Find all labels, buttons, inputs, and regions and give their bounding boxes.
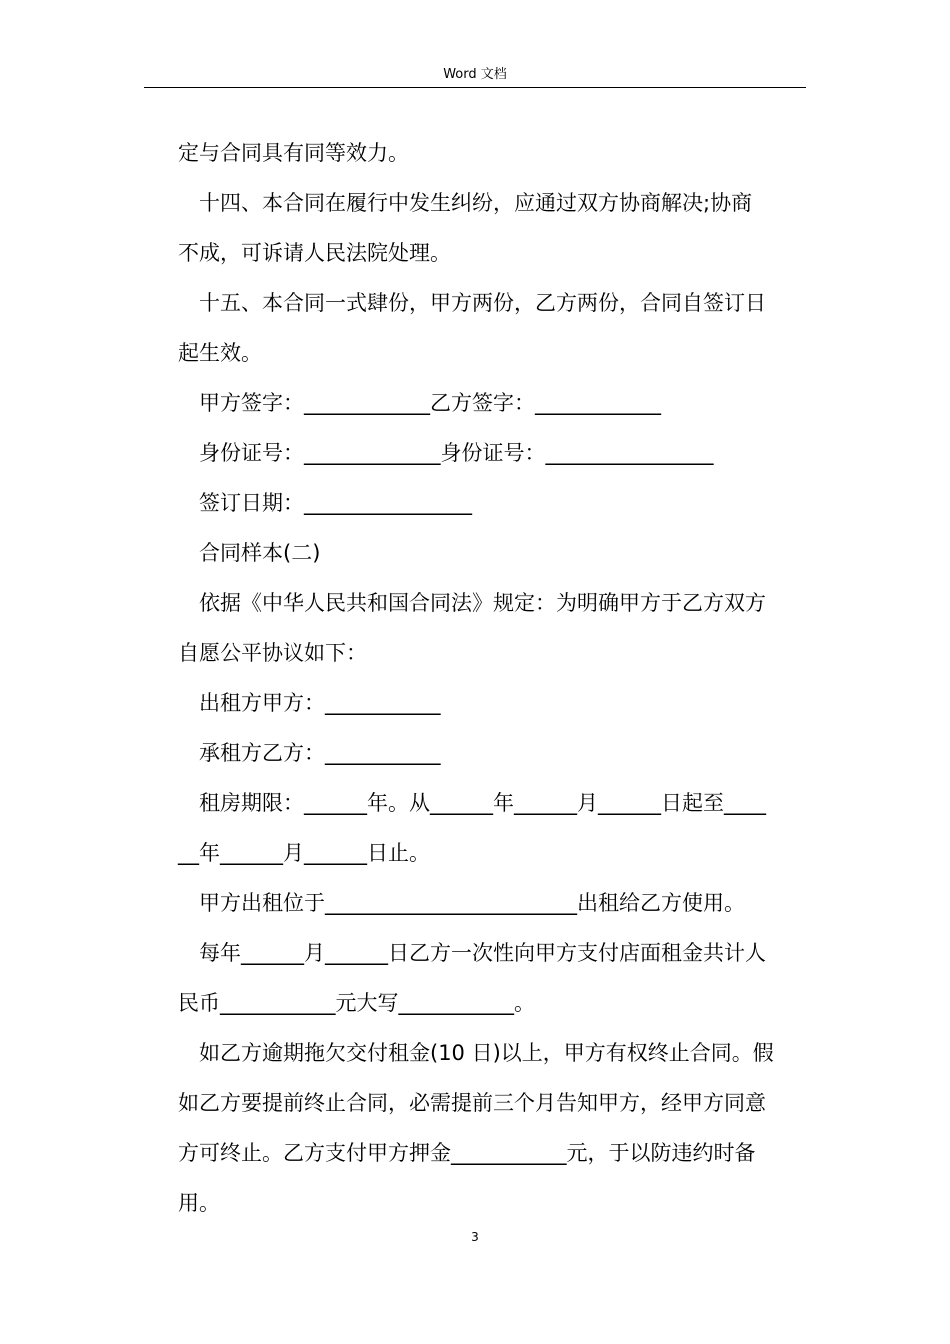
id-number-line: 身份证号：_____________身份证号：________________ [199,441,714,465]
lessor-line: 出租方甲方：___________ [199,691,441,715]
page-number: 3 [471,1230,479,1244]
document-body [178,128,806,1228]
paragraph: 依据《中华人民共和国合同法》规定：为明确甲方于乙方双方 [199,591,766,615]
lease-term-line: __年______月______日止。 [178,841,430,865]
page-header [144,66,806,84]
lessee-line: 承租方乙方：___________ [199,741,441,765]
page-footer [144,1229,806,1245]
section-title: 合同样本(二) [199,541,321,565]
paragraph: 民币___________元大写___________。 [178,991,535,1015]
paragraph: 十五、本合同一式肆份，甲方两份，乙方两份，合同自签订日 [199,291,766,315]
paragraph: 十四、本合同在履行中发生纠纷，应通过双方协商解决;协商 [199,191,753,215]
paragraph: 用。 [178,1191,220,1215]
lease-term-line: 租房期限：______年。从______年______月______日起至____ [199,791,766,815]
paragraph: 方可终止。乙方支付甲方押金___________元，于以防违约时备 [178,1141,756,1165]
paragraph: 定与合同具有同等效力。 [178,141,409,165]
paragraph: 甲方出租位于________________________出租给乙方使用。 [199,891,745,915]
sign-date-line: 签订日期：________________ [199,491,472,515]
header-rule [144,87,806,88]
header-title: Word 文档 [443,67,507,82]
signature-line: 甲方签字：____________乙方签字：____________ [199,391,661,415]
paragraph: 如乙方要提前终止合同，必需提前三个月告知甲方，经甲方同意 [178,1091,766,1115]
paragraph: 每年______月______日乙方一次性向甲方支付店面租金共计人 [199,941,766,965]
paragraph: 不成，可诉请人民法院处理。 [178,241,451,265]
paragraph: 起生效。 [178,341,262,365]
paragraph: 如乙方逾期拖欠交付租金(10 日)以上，甲方有权终止合同。假 [199,1041,774,1065]
paragraph: 自愿公平协议如下： [178,641,367,665]
